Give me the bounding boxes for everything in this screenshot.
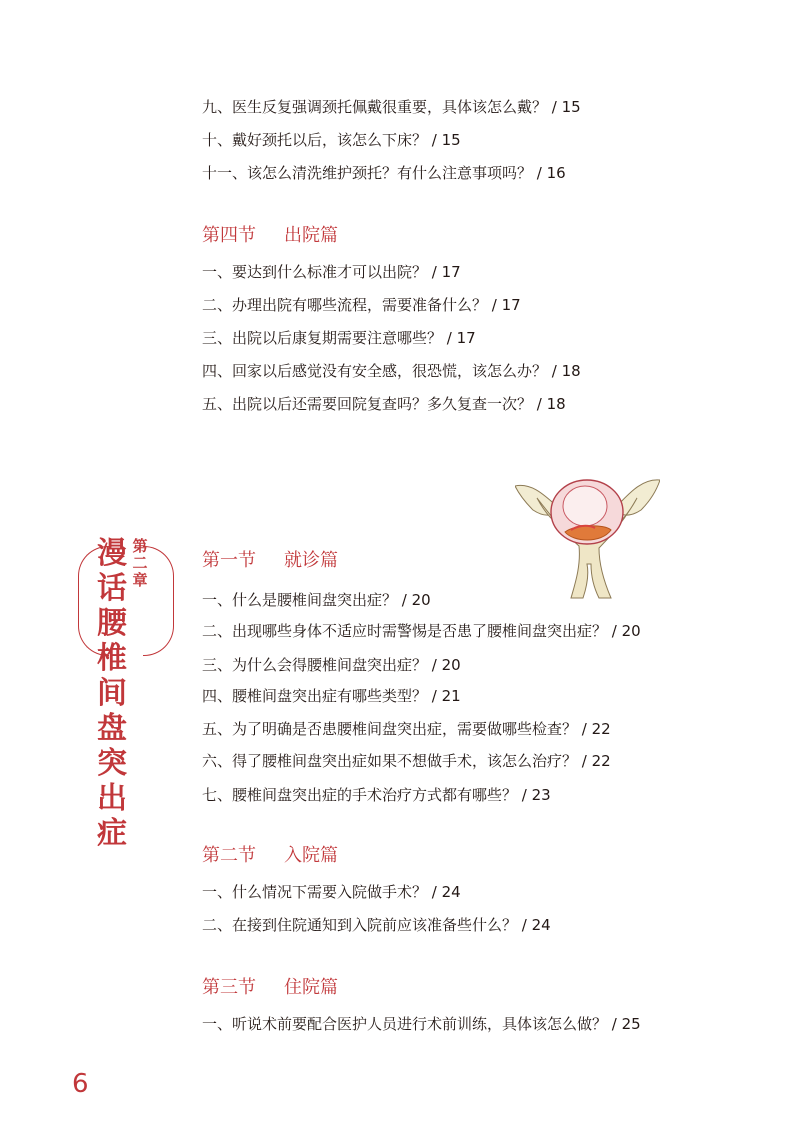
lumbar-vertebra-disc-illustration bbox=[515, 468, 660, 603]
toc-item: 二、出现哪些身体不适应时需警惕是否患了腰椎间盘突出症？ / 20 bbox=[202, 622, 641, 640]
toc-item: 四、腰椎间盘突出症有哪些类型？ / 21 bbox=[202, 687, 461, 705]
chapter-title: 漫话腰椎间盘突出症 bbox=[97, 536, 127, 851]
section-number: 第一节 bbox=[202, 550, 256, 571]
section-heading bbox=[202, 977, 338, 999]
section-name: 入院篇 bbox=[284, 845, 338, 866]
toc-item: 五、为了明确是否患腰椎间盘突出症，需要做哪些检查？ / 22 bbox=[202, 720, 611, 738]
toc-item: 二、在接到住院通知到入院前应该准备些什么？ / 24 bbox=[202, 916, 551, 934]
toc-item: 六、得了腰椎间盘突出症如果不想做手术，该怎么治疗？ / 22 bbox=[202, 752, 611, 770]
section-number: 第三节 bbox=[202, 977, 256, 998]
section-heading bbox=[202, 845, 338, 867]
page-number: 6 bbox=[72, 1069, 89, 1099]
chapter-title-block bbox=[78, 536, 174, 851]
toc-item: 一、什么情况下需要入院做手术？ / 24 bbox=[202, 883, 461, 901]
section-number: 第二节 bbox=[202, 845, 256, 866]
chapter-subtitle: 第二章 bbox=[132, 537, 148, 589]
toc-item: 七、腰椎间盘突出症的手术治疗方式都有哪些？ / 23 bbox=[202, 786, 551, 804]
section-heading bbox=[202, 225, 338, 247]
toc-item: 四、回家以后感觉没有安全感，很恐慌，该怎么办？ / 18 bbox=[202, 362, 581, 380]
section-heading bbox=[202, 550, 338, 572]
section-name: 出院篇 bbox=[284, 225, 338, 246]
toc-item: 九、医生反复强调颈托佩戴很重要，具体该怎么戴？ / 15 bbox=[202, 98, 581, 116]
toc-item: 三、为什么会得腰椎间盘突出症？ / 20 bbox=[202, 656, 461, 674]
toc-item: 一、什么是腰椎间盘突出症？ / 20 bbox=[202, 591, 431, 609]
toc-item: 三、出院以后康复期需要注意哪些？ / 17 bbox=[202, 329, 476, 347]
section-name: 就诊篇 bbox=[284, 550, 338, 571]
toc-item: 二、办理出院有哪些流程，需要准备什么？ / 17 bbox=[202, 296, 521, 314]
toc-item: 十一、该怎么清洗维护颈托？有什么注意事项吗？ / 16 bbox=[202, 164, 566, 182]
toc-item: 十、戴好颈托以后，该怎么下床？ / 15 bbox=[202, 131, 461, 149]
toc-item: 一、听说术前要配合医护人员进行术前训练，具体该怎么做？ / 25 bbox=[202, 1015, 641, 1033]
toc-item: 一、要达到什么标准才可以出院？ / 17 bbox=[202, 263, 461, 281]
toc-item: 五、出院以后还需要回院复查吗？多久复查一次？ / 18 bbox=[202, 395, 566, 413]
section-number: 第四节 bbox=[202, 225, 256, 246]
section-name: 住院篇 bbox=[284, 977, 338, 998]
